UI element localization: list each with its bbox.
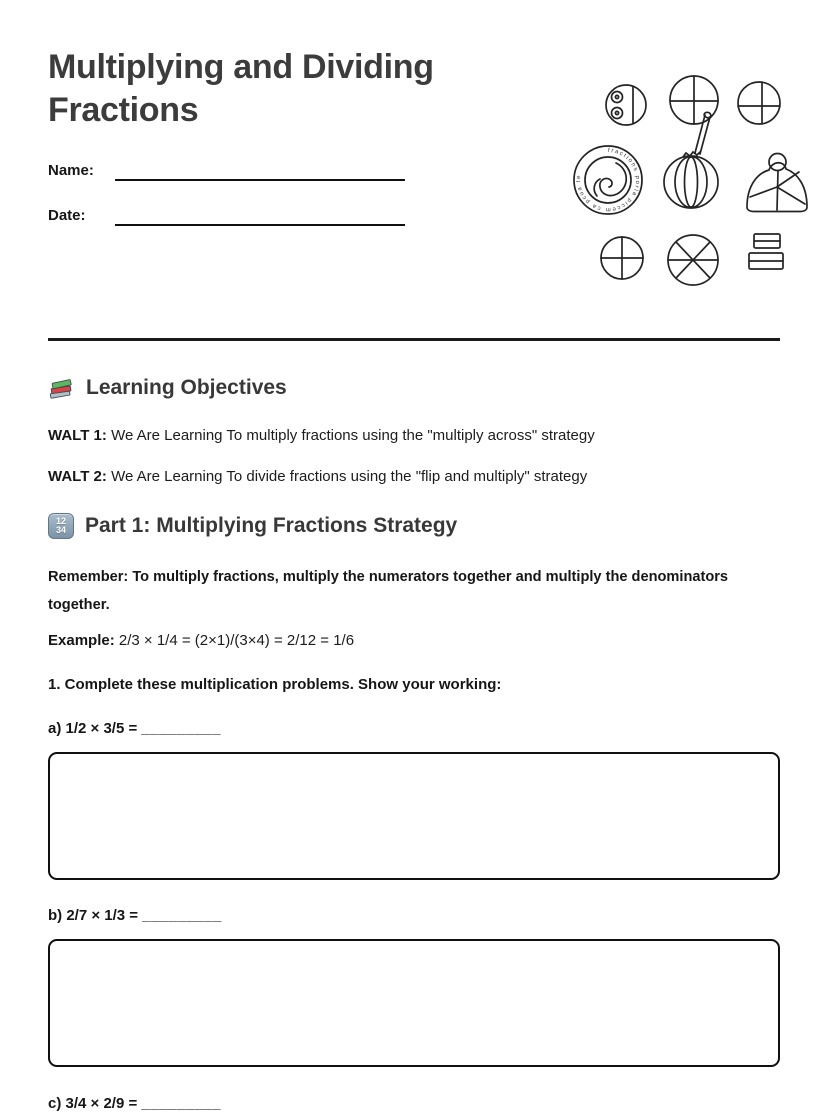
problem-b-label xyxy=(48,905,780,926)
name-input-line[interactable] xyxy=(115,162,405,181)
books-icon xyxy=(48,375,75,402)
remember-note: Remember: To multiply fractions, multiply the numerators together and multiply the denominators together. xyxy=(48,569,729,613)
name-label: Name: xyxy=(48,161,94,179)
doodle-stacked-bars-icon xyxy=(749,234,783,269)
walt-1-label: WALT 1: xyxy=(48,427,107,444)
date-input-line[interactable] xyxy=(115,207,405,226)
section-divider xyxy=(48,338,780,341)
problem-a-label xyxy=(48,718,780,739)
problem-a-expression: a) 1/2 × 3/5 = xyxy=(48,720,138,737)
numbers-input-icon xyxy=(48,513,74,539)
walt-2-label: WALT 2: xyxy=(48,468,107,485)
objectives-heading-text: Learning Objectives xyxy=(86,376,287,399)
page-title: Multiplying and Dividing Fractions xyxy=(48,48,434,129)
doodle-pumpkin-icon xyxy=(664,152,718,208)
problem-c-label xyxy=(48,1093,780,1114)
walt-2-text: We Are Learning To divide fractions using the "flip and multiply" strategy xyxy=(111,468,588,485)
numbers-icon-top: 12 xyxy=(55,515,66,526)
answer-box-b[interactable] xyxy=(48,939,780,1067)
badge-ring-text: fractions porla piccem ca pcua te xyxy=(575,147,641,213)
problem-a-answer-blank[interactable]: _________ xyxy=(141,720,221,737)
part1-heading-text: Part 1: Multiplying Fractions Strategy xyxy=(85,514,458,537)
example-line xyxy=(48,630,780,651)
problem-c-expression: c) 3/4 × 2/9 = xyxy=(48,1095,138,1112)
question-1-instruction: 1. Complete these multiplication problems. Show your working: xyxy=(48,676,502,693)
answer-box-a[interactable] xyxy=(48,752,780,880)
objectives-heading xyxy=(48,373,780,403)
part1-heading xyxy=(48,511,780,541)
walt-1-text: We Are Learning To multiply fractions using the "multiply across" strategy xyxy=(111,427,595,444)
doodle-cross-circle-icon xyxy=(601,237,643,279)
walt-2-line xyxy=(48,466,780,487)
worksheet-header xyxy=(48,0,780,338)
part1-section xyxy=(48,511,780,1114)
fraction-doodles-illustration xyxy=(556,60,828,300)
example-text: 2/3 × 1/4 = (2×1)/(3×4) = 2/12 = 1/6 xyxy=(118,632,355,649)
doodle-quartered-circle-stick-icon xyxy=(670,76,718,154)
doodle-quartered-circle-icon xyxy=(738,82,780,124)
numbers-icon-bottom: 34 xyxy=(55,525,66,535)
example-label: Example: xyxy=(48,632,115,649)
problem-c-answer-blank[interactable]: _________ xyxy=(141,1095,221,1112)
fraction-doodles-svg xyxy=(556,60,828,300)
learning-objectives-section xyxy=(48,373,780,487)
walt-1-line xyxy=(48,425,780,446)
date-label: Date: xyxy=(48,206,86,224)
doodle-spiral-badge-icon xyxy=(574,146,642,214)
problem-b-answer-blank[interactable]: _________ xyxy=(142,907,222,924)
problem-b-expression: b) 2/7 × 1/3 = xyxy=(48,907,139,924)
doodle-eighths-circle-icon xyxy=(668,235,718,285)
doodle-dumpling-icon xyxy=(747,154,807,212)
doodle-circle-with-dots-icon xyxy=(606,85,646,125)
